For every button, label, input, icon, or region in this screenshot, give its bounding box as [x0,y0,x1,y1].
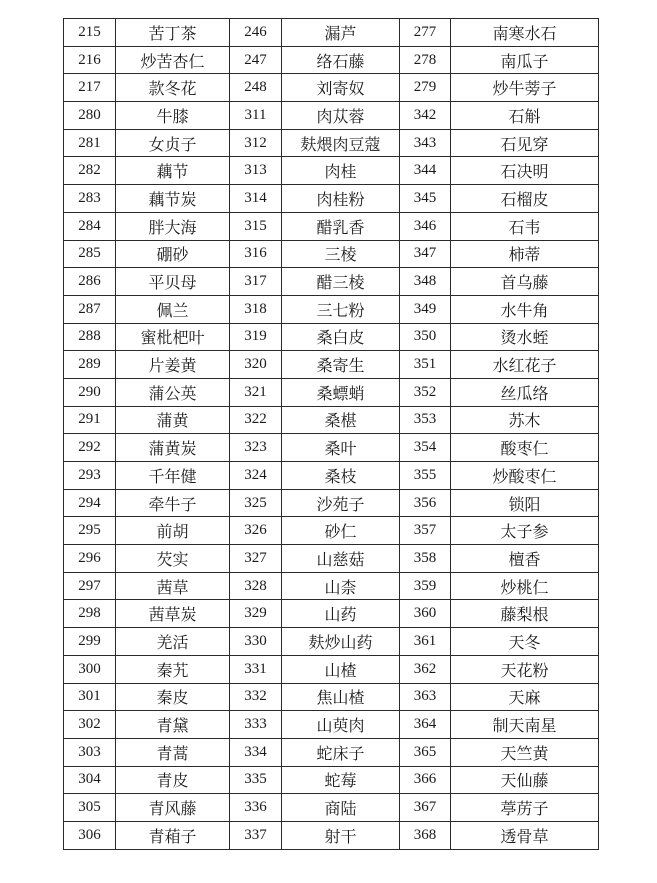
item-number-cell: 365 [400,738,451,766]
herb-name-cell: 石斛 [451,102,599,130]
item-number-cell: 316 [230,240,282,268]
herb-name-cell: 桑椹 [282,406,400,434]
item-number-cell: 247 [230,46,282,74]
herb-name-cell: 三棱 [282,240,400,268]
herb-name-cell: 漏芦 [282,19,400,47]
herb-name-cell: 平贝母 [116,268,230,296]
item-number-cell: 346 [400,212,451,240]
herb-name-cell: 砂仁 [282,517,400,545]
item-number-cell: 317 [230,268,282,296]
herb-name-cell: 山柰 [282,572,400,600]
table-row [64,766,599,794]
herb-name-cell: 三七粉 [282,295,400,323]
item-number-cell: 289 [64,351,116,379]
item-number-cell: 353 [400,406,451,434]
item-number-cell: 302 [64,711,116,739]
item-number-cell: 350 [400,323,451,351]
item-number-cell: 315 [230,212,282,240]
herb-name-cell: 片姜黄 [116,351,230,379]
herb-name-cell: 藕节 [116,157,230,185]
herb-name-cell: 肉桂粉 [282,185,400,213]
herb-list-table [63,18,599,850]
item-number-cell: 336 [230,794,282,822]
herb-name-cell: 桑寄生 [282,351,400,379]
herb-name-cell: 天冬 [451,628,599,656]
table-row [64,185,599,213]
herb-name-cell: 南寒水石 [451,19,599,47]
item-number-cell: 355 [400,462,451,490]
herb-name-cell: 蒲黄炭 [116,434,230,462]
herb-name-cell: 首乌藤 [451,268,599,296]
item-number-cell: 335 [230,766,282,794]
herb-name-cell: 秦艽 [116,655,230,683]
herb-name-cell: 水红花子 [451,351,599,379]
herb-table-body [64,19,599,850]
herb-name-cell: 山萸肉 [282,711,400,739]
item-number-cell: 348 [400,268,451,296]
item-number-cell: 366 [400,766,451,794]
item-number-cell: 290 [64,378,116,406]
item-number-cell: 344 [400,157,451,185]
item-number-cell: 358 [400,545,451,573]
item-number-cell: 356 [400,489,451,517]
herb-name-cell: 牛膝 [116,102,230,130]
herb-name-cell: 硼砂 [116,240,230,268]
table-row [64,406,599,434]
herb-name-cell: 锁阳 [451,489,599,517]
item-number-cell: 215 [64,19,116,47]
table-row [64,738,599,766]
herb-name-cell: 羌活 [116,628,230,656]
item-number-cell: 326 [230,517,282,545]
item-number-cell: 314 [230,185,282,213]
item-number-cell: 299 [64,628,116,656]
herb-name-cell: 酸枣仁 [451,434,599,462]
herb-name-cell: 太子参 [451,517,599,545]
item-number-cell: 364 [400,711,451,739]
item-number-cell: 323 [230,434,282,462]
item-number-cell: 352 [400,378,451,406]
item-number-cell: 363 [400,683,451,711]
table-row [64,821,599,849]
item-number-cell: 354 [400,434,451,462]
item-number-cell: 351 [400,351,451,379]
herb-name-cell: 透骨草 [451,821,599,849]
herb-name-cell: 千年健 [116,462,230,490]
item-number-cell: 278 [400,46,451,74]
herb-name-cell: 刘寄奴 [282,74,400,102]
item-number-cell: 322 [230,406,282,434]
herb-name-cell: 茜草 [116,572,230,600]
item-number-cell: 279 [400,74,451,102]
item-number-cell: 334 [230,738,282,766]
item-number-cell: 325 [230,489,282,517]
herb-name-cell: 蛇莓 [282,766,400,794]
herb-name-cell: 胖大海 [116,212,230,240]
table-row [64,572,599,600]
item-number-cell: 330 [230,628,282,656]
herb-name-cell: 桑叶 [282,434,400,462]
herb-name-cell: 青葙子 [116,821,230,849]
herb-name-cell: 炒桃仁 [451,572,599,600]
item-number-cell: 280 [64,102,116,130]
item-number-cell: 319 [230,323,282,351]
item-number-cell: 288 [64,323,116,351]
item-number-cell: 277 [400,19,451,47]
table-row [64,489,599,517]
table-row [64,683,599,711]
item-number-cell: 300 [64,655,116,683]
herb-name-cell: 丝瓜络 [451,378,599,406]
herb-name-cell: 佩兰 [116,295,230,323]
item-number-cell: 296 [64,545,116,573]
item-number-cell: 304 [64,766,116,794]
herb-name-cell: 石见穿 [451,129,599,157]
table-row [64,129,599,157]
table-row [64,295,599,323]
herb-name-cell: 络石藤 [282,46,400,74]
herb-name-cell: 肉苁蓉 [282,102,400,130]
item-number-cell: 303 [64,738,116,766]
item-number-cell: 321 [230,378,282,406]
table-row [64,102,599,130]
herb-name-cell: 炒苦杏仁 [116,46,230,74]
item-number-cell: 282 [64,157,116,185]
item-number-cell: 293 [64,462,116,490]
herb-name-cell: 蛇床子 [282,738,400,766]
item-number-cell: 361 [400,628,451,656]
herb-name-cell: 炒酸枣仁 [451,462,599,490]
table-row [64,628,599,656]
table-row [64,74,599,102]
herb-name-cell: 天麻 [451,683,599,711]
item-number-cell: 306 [64,821,116,849]
item-number-cell: 281 [64,129,116,157]
herb-name-cell: 青风藤 [116,794,230,822]
herb-name-cell: 女贞子 [116,129,230,157]
table-row [64,240,599,268]
item-number-cell: 248 [230,74,282,102]
item-number-cell: 311 [230,102,282,130]
herb-name-cell: 桑螵蛸 [282,378,400,406]
table-row [64,351,599,379]
herb-name-cell: 青黛 [116,711,230,739]
herb-name-cell: 焦山楂 [282,683,400,711]
table-row [64,46,599,74]
table-row [64,157,599,185]
item-number-cell: 359 [400,572,451,600]
item-number-cell: 283 [64,185,116,213]
item-number-cell: 217 [64,74,116,102]
herb-name-cell: 桑枝 [282,462,400,490]
herb-name-cell: 葶苈子 [451,794,599,822]
herb-name-cell: 醋三棱 [282,268,400,296]
herb-name-cell: 柿蒂 [451,240,599,268]
table-row [64,545,599,573]
item-number-cell: 342 [400,102,451,130]
item-number-cell: 294 [64,489,116,517]
herb-name-cell: 苏木 [451,406,599,434]
herb-name-cell: 沙苑子 [282,489,400,517]
herb-name-cell: 肉桂 [282,157,400,185]
item-number-cell: 329 [230,600,282,628]
item-number-cell: 345 [400,185,451,213]
item-number-cell: 328 [230,572,282,600]
herb-name-cell: 醋乳香 [282,212,400,240]
table-row [64,378,599,406]
item-number-cell: 216 [64,46,116,74]
herb-name-cell: 藤梨根 [451,600,599,628]
herb-name-cell: 蒲公英 [116,378,230,406]
herb-name-cell: 青蒿 [116,738,230,766]
herb-name-cell: 山楂 [282,655,400,683]
item-number-cell: 287 [64,295,116,323]
item-number-cell: 324 [230,462,282,490]
item-number-cell: 347 [400,240,451,268]
item-number-cell: 337 [230,821,282,849]
herb-name-cell: 款冬花 [116,74,230,102]
herb-name-cell: 天花粉 [451,655,599,683]
item-number-cell: 286 [64,268,116,296]
herb-name-cell: 檀香 [451,545,599,573]
item-number-cell: 343 [400,129,451,157]
herb-name-cell: 炒牛蒡子 [451,74,599,102]
item-number-cell: 292 [64,434,116,462]
item-number-cell: 357 [400,517,451,545]
table-row [64,711,599,739]
item-number-cell: 327 [230,545,282,573]
item-number-cell: 301 [64,683,116,711]
table-row [64,212,599,240]
item-number-cell: 349 [400,295,451,323]
item-number-cell: 320 [230,351,282,379]
item-number-cell: 285 [64,240,116,268]
item-number-cell: 360 [400,600,451,628]
table-row [64,517,599,545]
herb-name-cell: 水牛角 [451,295,599,323]
table-row [64,794,599,822]
herb-name-cell: 石韦 [451,212,599,240]
item-number-cell: 318 [230,295,282,323]
herb-name-cell: 蜜枇杷叶 [116,323,230,351]
item-number-cell: 368 [400,821,451,849]
item-number-cell: 295 [64,517,116,545]
herb-name-cell: 秦皮 [116,683,230,711]
item-number-cell: 331 [230,655,282,683]
item-number-cell: 291 [64,406,116,434]
item-number-cell: 362 [400,655,451,683]
item-number-cell: 332 [230,683,282,711]
herb-name-cell: 藕节炭 [116,185,230,213]
herb-name-cell: 麸煨肉豆蔻 [282,129,400,157]
item-number-cell: 313 [230,157,282,185]
table-row [64,462,599,490]
item-number-cell: 298 [64,600,116,628]
table-row [64,434,599,462]
herb-name-cell: 苦丁茶 [116,19,230,47]
herb-name-cell: 天仙藤 [451,766,599,794]
herb-name-cell: 蒲黄 [116,406,230,434]
herb-name-cell: 山慈菇 [282,545,400,573]
table-row [64,323,599,351]
herb-name-cell: 前胡 [116,517,230,545]
item-number-cell: 305 [64,794,116,822]
herb-name-cell: 商陆 [282,794,400,822]
herb-name-cell: 石榴皮 [451,185,599,213]
item-number-cell: 312 [230,129,282,157]
herb-name-cell: 山药 [282,600,400,628]
herb-name-cell: 烫水蛭 [451,323,599,351]
herb-name-cell: 茜草炭 [116,600,230,628]
item-number-cell: 333 [230,711,282,739]
herb-name-cell: 石决明 [451,157,599,185]
item-number-cell: 297 [64,572,116,600]
table-row [64,268,599,296]
item-number-cell: 367 [400,794,451,822]
herb-name-cell: 制天南星 [451,711,599,739]
item-number-cell: 246 [230,19,282,47]
herb-name-cell: 射干 [282,821,400,849]
item-number-cell: 284 [64,212,116,240]
table-row [64,600,599,628]
herb-name-cell: 芡实 [116,545,230,573]
herb-name-cell: 南瓜子 [451,46,599,74]
herb-name-cell: 桑白皮 [282,323,400,351]
herb-name-cell: 青皮 [116,766,230,794]
table-row [64,655,599,683]
herb-name-cell: 麸炒山药 [282,628,400,656]
herb-name-cell: 天竺黄 [451,738,599,766]
table-row [64,19,599,47]
herb-name-cell: 牵牛子 [116,489,230,517]
